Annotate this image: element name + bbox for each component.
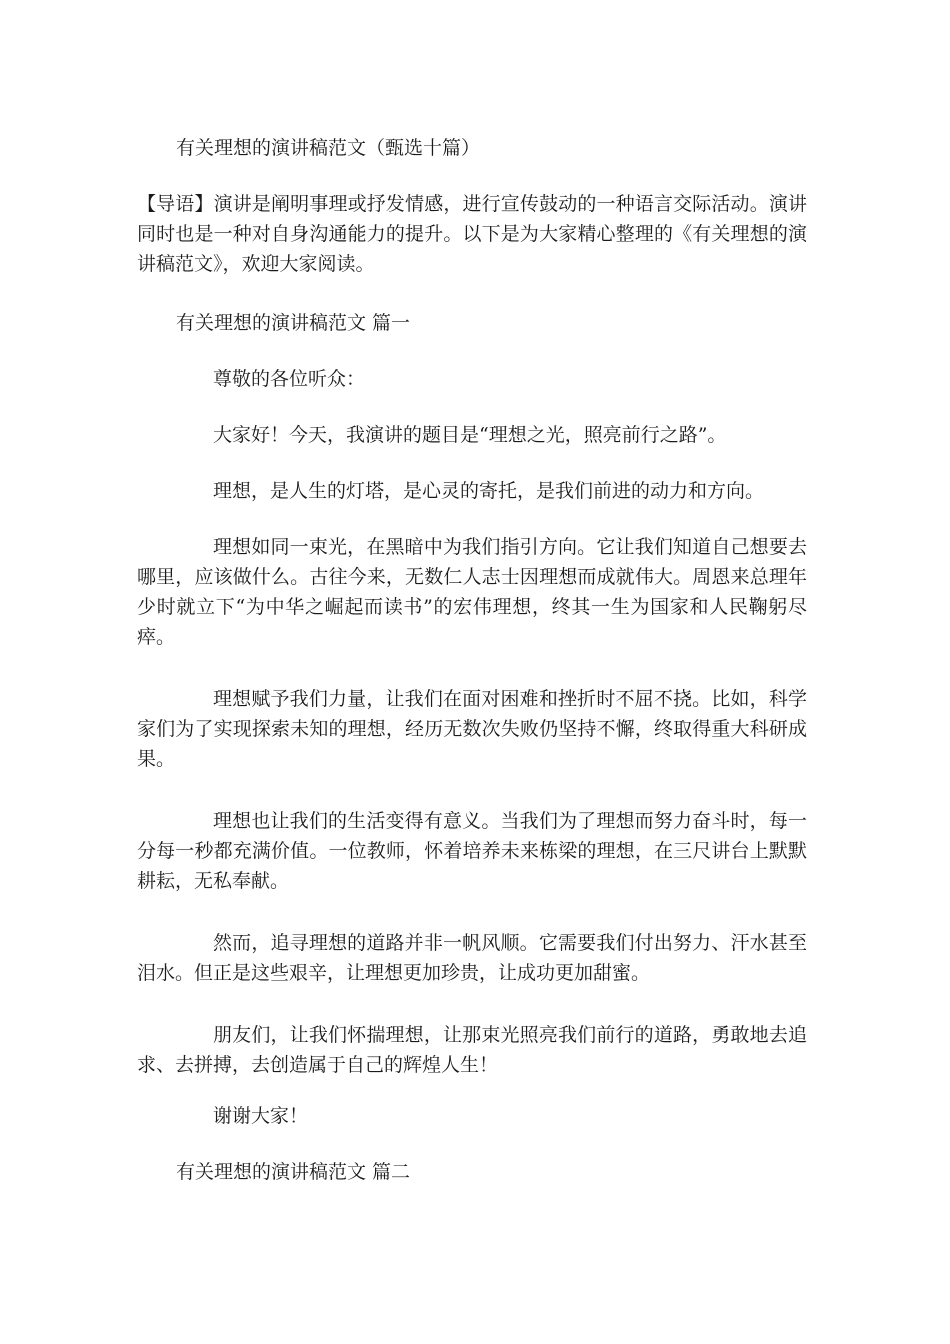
body-paragraph-5: 理想也让我们的生活变得有意义。当我们为了理想而努力奋斗时，每一分每一秒都充满价值。一位教师，怀着培养未来栋梁的理想，在三尺讲台上默默耕耘，无私奉献。: [137, 810, 807, 892]
section-heading-2: 有关理想的演讲稿范文 篇二: [176, 1161, 411, 1183]
intro-paragraph: 【导语】演讲是阐明事理或抒发情感，进行宣传鼓动的一种语言交际活动。演讲同时也是一种对自身沟通能力的提升。以下是为大家精心整理的《有关理想的演讲稿范文》，欢迎大家阅读。: [137, 193, 807, 275]
body-paragraph-7: 朋友们，让我们怀揣理想，让那束光照亮我们前行的道路，勇敢地去追求、去拼搏，去创造属于自己的辉煌人生！: [137, 1024, 807, 1076]
section-heading-1: 有关理想的演讲稿范文 篇一: [176, 312, 411, 334]
body-paragraph-4: 理想赋予我们力量，让我们在面对困难和挫折时不屈不挠。比如，科学家们为了实现探索未知的理想，经历无数次失败仍坚持不懈，终取得重大科研成果。: [137, 688, 807, 770]
closing-line: 谢谢大家！: [213, 1105, 309, 1127]
body-paragraph-1: 大家好！今天，我演讲的题目是“理想之光，照亮前行之路”。: [213, 424, 727, 446]
body-paragraph-3: 理想如同一束光，在黑暗中为我们指引方向。它让我们知道自己想要去哪里，应该做什么。古往今来，无数仁人志士因理想而成就伟大。周恩来总理年少时就立下“为中华之崛起而读书”的宏伟理想，终其一生为国家和人民鞠躬尽瘁。: [137, 536, 807, 648]
body-paragraph-6: 然而，追寻理想的道路并非一帆风顺。它需要我们付出努力、汗水甚至泪水。但正是这些艰辛，让理想更加珍贵，让成功更加甜蜜。: [137, 932, 807, 984]
document-title: 有关理想的演讲稿范文（甄选十篇）: [176, 137, 481, 159]
salutation: 尊敬的各位听众：: [213, 368, 366, 390]
body-paragraph-2: 理想，是人生的灯塔，是心灵的寄托，是我们前进的动力和方向。: [213, 480, 765, 502]
